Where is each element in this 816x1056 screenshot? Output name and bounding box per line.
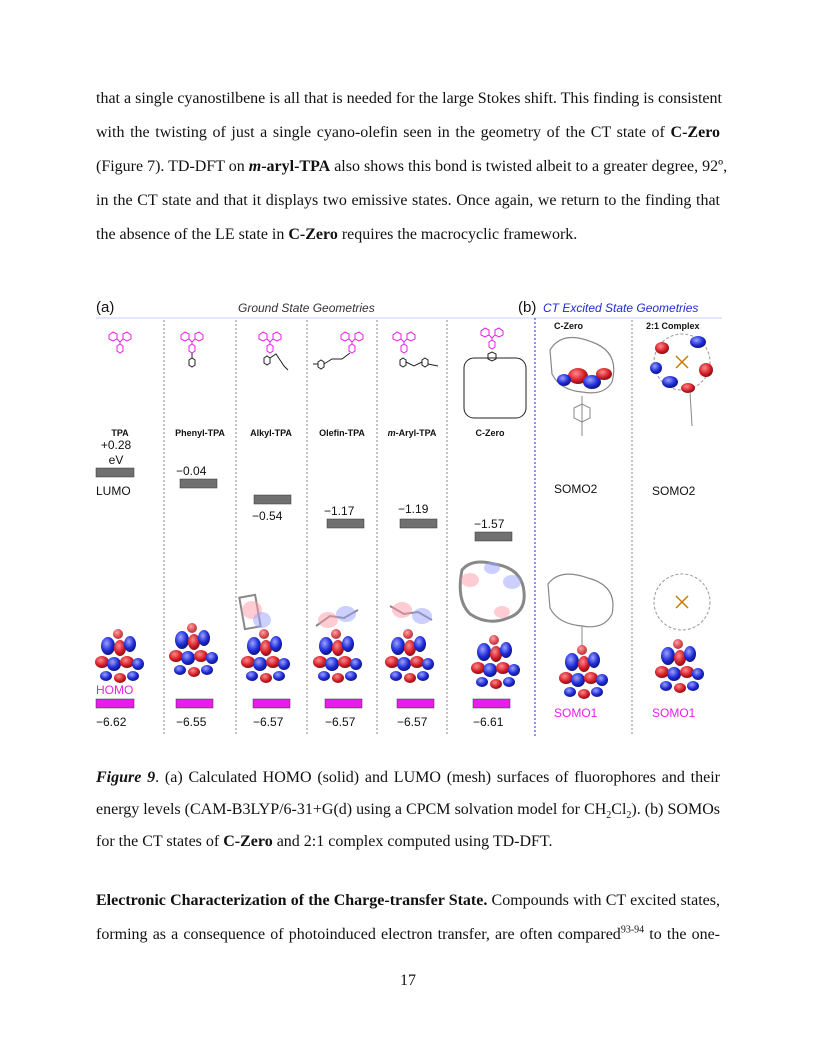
lumo-bar <box>180 479 217 488</box>
homo-orbitals <box>95 562 524 689</box>
col-label: TPA <box>111 428 129 438</box>
lumo-bar <box>475 532 512 541</box>
figure-9 <box>92 296 724 758</box>
text-run: Compounds with CT excited states, <box>487 892 721 909</box>
text-run: (Figure 7). TD-DFT on <box>96 158 249 175</box>
structure-tpa <box>109 332 131 353</box>
ct-col-label: 2:1 Complex <box>646 321 700 331</box>
homo-bar <box>325 699 362 708</box>
homo-energy: −6.57 <box>325 715 356 729</box>
text-run: Cl <box>611 801 627 818</box>
homo-bar <box>176 699 213 708</box>
somo1-label: SOMO1 <box>652 706 696 720</box>
paragraph-line <box>96 218 720 252</box>
lumo-energy: −1.57 <box>474 517 505 531</box>
lumo-energy: −1.19 <box>398 502 429 516</box>
lumo-energy: −0.54 <box>252 509 283 523</box>
orbital-mesh <box>316 606 358 628</box>
compound-prefix: m <box>248 158 262 175</box>
homo-energy: −6.61 <box>473 715 504 729</box>
text-run: energy levels (CAM-B3LYP/6-31+G(d) using a CPCM solvation model for CH <box>96 801 607 818</box>
page-number: 17 <box>400 972 416 989</box>
compound-name: C-Zero <box>223 833 273 850</box>
caption-line <box>96 826 720 858</box>
caption-line <box>96 794 720 826</box>
subscript: 2 <box>606 810 612 822</box>
col-label: C-Zero <box>475 428 505 438</box>
text-run: . (a) Calculated HOMO (solid) and LUMO (mesh) surfaces of fluorophores and their <box>155 769 721 786</box>
ct-col-label: C-Zero <box>554 321 583 331</box>
homo-bar <box>96 699 134 708</box>
lumo-label: LUMO <box>96 484 131 498</box>
ct-complex-somo2 <box>650 334 713 426</box>
col-label: Phenyl-TPA <box>175 428 225 438</box>
paragraph-line <box>96 918 720 952</box>
subscript: 2 <box>626 810 632 822</box>
text-run: with the twisting of just a single cyano-olefin seen in the geometry of the CT state of <box>96 124 671 141</box>
lumo-bar <box>254 495 291 504</box>
homo-bar <box>253 699 290 708</box>
orbital-mesh <box>390 602 432 624</box>
homo-energy: −6.57 <box>253 715 284 729</box>
homo-energy: −6.62 <box>96 715 127 729</box>
compound-name: C-Zero <box>288 226 338 243</box>
compound-name: -aryl-TPA <box>261 158 331 175</box>
homo-levels <box>96 683 696 729</box>
compound-name: C-Zero <box>670 124 720 141</box>
homo-energy: −6.55 <box>176 715 207 729</box>
section-heading: Electronic Characterization of the Charge-transfer State. <box>96 892 488 909</box>
structure-m-aryl-tpa <box>393 332 438 367</box>
paragraph-line: that a single cyanostilbene is all that is needed for the large Stokes shift. This finding is consistent <box>96 90 722 107</box>
lumo-bar <box>96 468 134 477</box>
col-label: m-Aryl-TPA <box>387 428 437 438</box>
paragraph-line <box>96 150 728 184</box>
ct-c-zero-somo2 <box>550 338 614 437</box>
text-run: for the CT states of <box>96 833 224 850</box>
homo-label: HOMO <box>96 683 134 697</box>
text-run: also shows this bond is twisted albeit to a greater degree, 92º, <box>330 158 728 175</box>
lumo-bar <box>327 519 364 528</box>
text-run: to the one- <box>644 926 721 943</box>
figure-label: Figure 9 <box>96 769 156 786</box>
lumo-energy: −1.17 <box>324 504 355 518</box>
somo2-label: SOMO2 <box>554 482 598 496</box>
structure-olefin-tpa <box>313 332 363 369</box>
text-run: requires the macrocyclic framework. <box>337 226 578 243</box>
col-label: Alkyl-TPA <box>250 428 292 438</box>
citation: 93-94 <box>620 924 645 936</box>
text-run: ). (b) SOMOs <box>631 801 720 818</box>
somo2-label: SOMO2 <box>652 484 696 498</box>
energy-unit: eV <box>108 453 124 467</box>
orbital-mesh <box>239 595 271 629</box>
panel-b-title: CT Excited State Geometries <box>543 301 699 315</box>
homo-bar <box>473 699 510 708</box>
paragraph-line <box>96 884 720 918</box>
homo-energy: −6.57 <box>397 715 428 729</box>
paragraph-line <box>96 116 720 150</box>
section-paragraph <box>96 884 720 952</box>
somo1-label: SOMO1 <box>554 706 598 720</box>
orbital-mesh <box>460 562 524 621</box>
structure-phenyl-tpa <box>181 332 203 367</box>
homo-bar <box>397 699 434 708</box>
somo1-orbitals <box>548 574 710 699</box>
lumo-energy: +0.28 <box>100 438 132 452</box>
text-run: forming as a consequence of photoinduced electron transfer, are often compared <box>96 926 621 943</box>
panel-b-label: (b) <box>518 299 537 316</box>
lumo-levels <box>96 438 512 541</box>
text-run: the absence of the LE state in <box>96 226 289 243</box>
panel-a-label: (a) <box>96 299 115 316</box>
body-paragraph <box>96 82 728 252</box>
figure-caption <box>96 762 720 858</box>
col-label: Olefin-TPA <box>319 428 365 438</box>
panel-a-title: Ground State Geometries <box>238 301 375 315</box>
text-run: and 2:1 complex computed using TD-DFT. <box>272 833 553 850</box>
paragraph-line: in the CT state and that it displays two emissive states. Once again, we return to the finding that <box>96 192 720 209</box>
structure-c-zero <box>464 328 526 418</box>
lumo-bar <box>400 519 437 528</box>
structure-alkyl-tpa <box>259 332 288 370</box>
caption-line <box>96 762 720 794</box>
lumo-energy: −0.04 <box>176 464 207 478</box>
